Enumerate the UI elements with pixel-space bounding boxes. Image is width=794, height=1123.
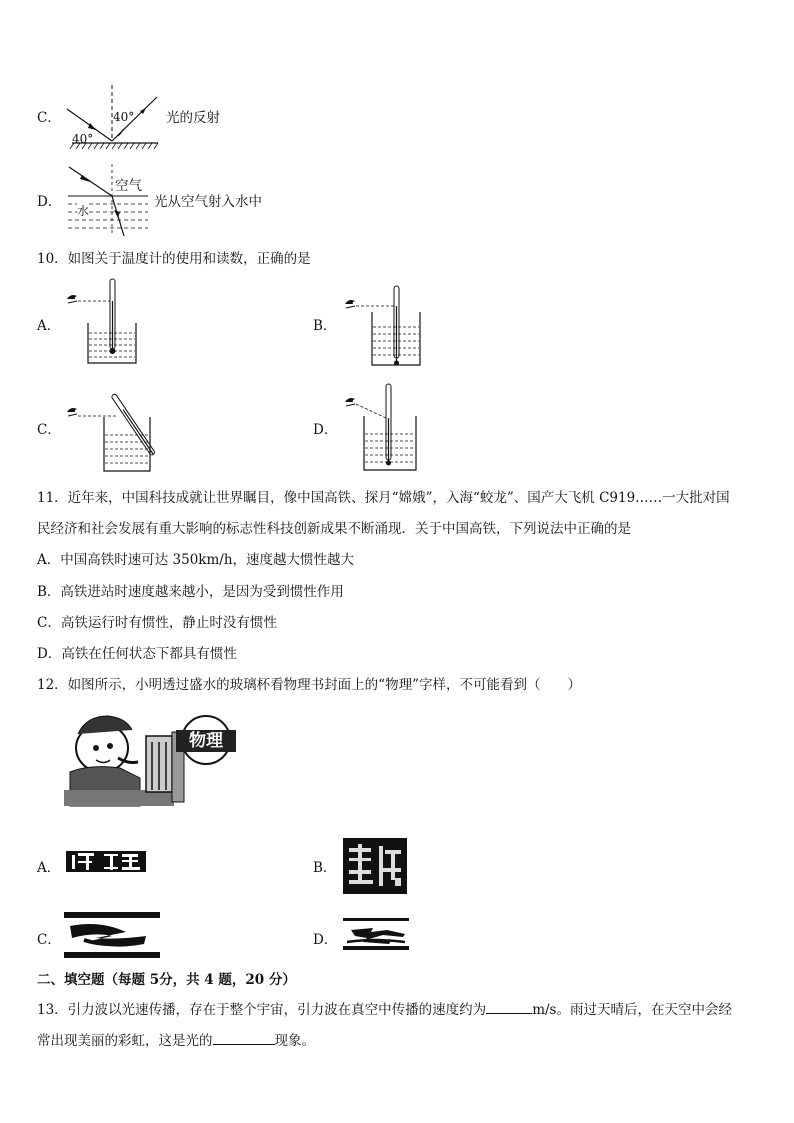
q9-option-d-letter: D． [37, 194, 62, 210]
thermometer-figure-d [342, 382, 432, 477]
air-label: 空气 [115, 178, 142, 194]
q13-line1 [37, 1001, 732, 1018]
q9-option-c-letter: C． [37, 110, 61, 126]
thermometer-figure-c [64, 392, 164, 472]
q11-option-b: B．高铁进站时速度越来越小，是因为受到惯性作用 [37, 584, 344, 600]
q11-stem-line1: 11．近年来，中国科技成就让世界瞩目，像中国高铁、探月“嫦娥”，入海“蛟龙”、国产大飞机 C919……一大批对国 [37, 490, 730, 506]
q13-line2 [37, 1032, 315, 1049]
angle-label-surface: 40° [72, 132, 94, 146]
q12-option-b-letter: B． [313, 860, 337, 876]
thermometer-figure-b [342, 284, 432, 379]
boy-with-glass-illustration [64, 712, 244, 806]
q13-blank-phenomenon[interactable] [213, 1032, 275, 1045]
q11-stem-line2: 民经济和社会发展有重大影响的标志性科技创新成果不断涌现．关于中国高铁，下列说法中正确的是 [37, 521, 631, 537]
q13-line1-text-b: m/s。雨过天晴后，在天空中会经 [532, 1002, 732, 1018]
physics-sign-text: 物理 [176, 730, 236, 752]
q12-option-d-image [343, 918, 409, 950]
q13-line2-text-b: 现象。 [274, 1033, 315, 1049]
q12-option-a-letter: A． [37, 860, 61, 876]
q13-line2-text-a: 常出现美丽的彩虹，这是光的 [37, 1033, 213, 1049]
angle-label-normal: 40° [113, 110, 135, 124]
q9-option-c-caption: 光的反射 [166, 110, 220, 126]
section-2-title: 二、填空题（每题 5分，共 4 题，20 分） [37, 972, 296, 988]
water-label: 水 [77, 204, 90, 218]
refraction-diagram [66, 164, 156, 239]
q12-option-c-letter: C． [37, 932, 61, 948]
q10-stem: 10．如图关于温度计的使用和读数，正确的是 [37, 251, 311, 267]
q11-option-c: C．高铁运行时有惯性，静止时没有惯性 [37, 615, 277, 631]
thermometer-figure-a [64, 277, 154, 372]
q9-option-d-caption: 光从空气射入水中 [154, 194, 262, 210]
q12-option-a-image [66, 846, 146, 878]
q12-option-b-image [343, 838, 407, 894]
q12-stem: 12．如图所示，小明透过盛水的玻璃杯看物理书封面上的“物理”字样，不可能看到（ ） [37, 677, 581, 693]
q13-blank-speed[interactable] [486, 1001, 532, 1014]
q12-option-d-letter: D． [313, 932, 338, 948]
q10-option-c-letter: C． [37, 422, 61, 438]
q13-line1-text-a: 13．引力波以光速传播，存在于整个宇宙，引力波在真空中传播的速度约为 [37, 1002, 487, 1018]
q10-option-b-letter: B． [313, 318, 337, 334]
q10-option-a-letter: A． [37, 318, 61, 334]
q12-option-c-image [64, 912, 160, 958]
q11-option-d: D．高铁在任何状态下都具有惯性 [37, 646, 237, 662]
q11-option-a: A．中国高铁时速可达 350km/h，速度越大惯性越大 [37, 552, 355, 568]
q10-option-d-letter: D． [313, 422, 338, 438]
